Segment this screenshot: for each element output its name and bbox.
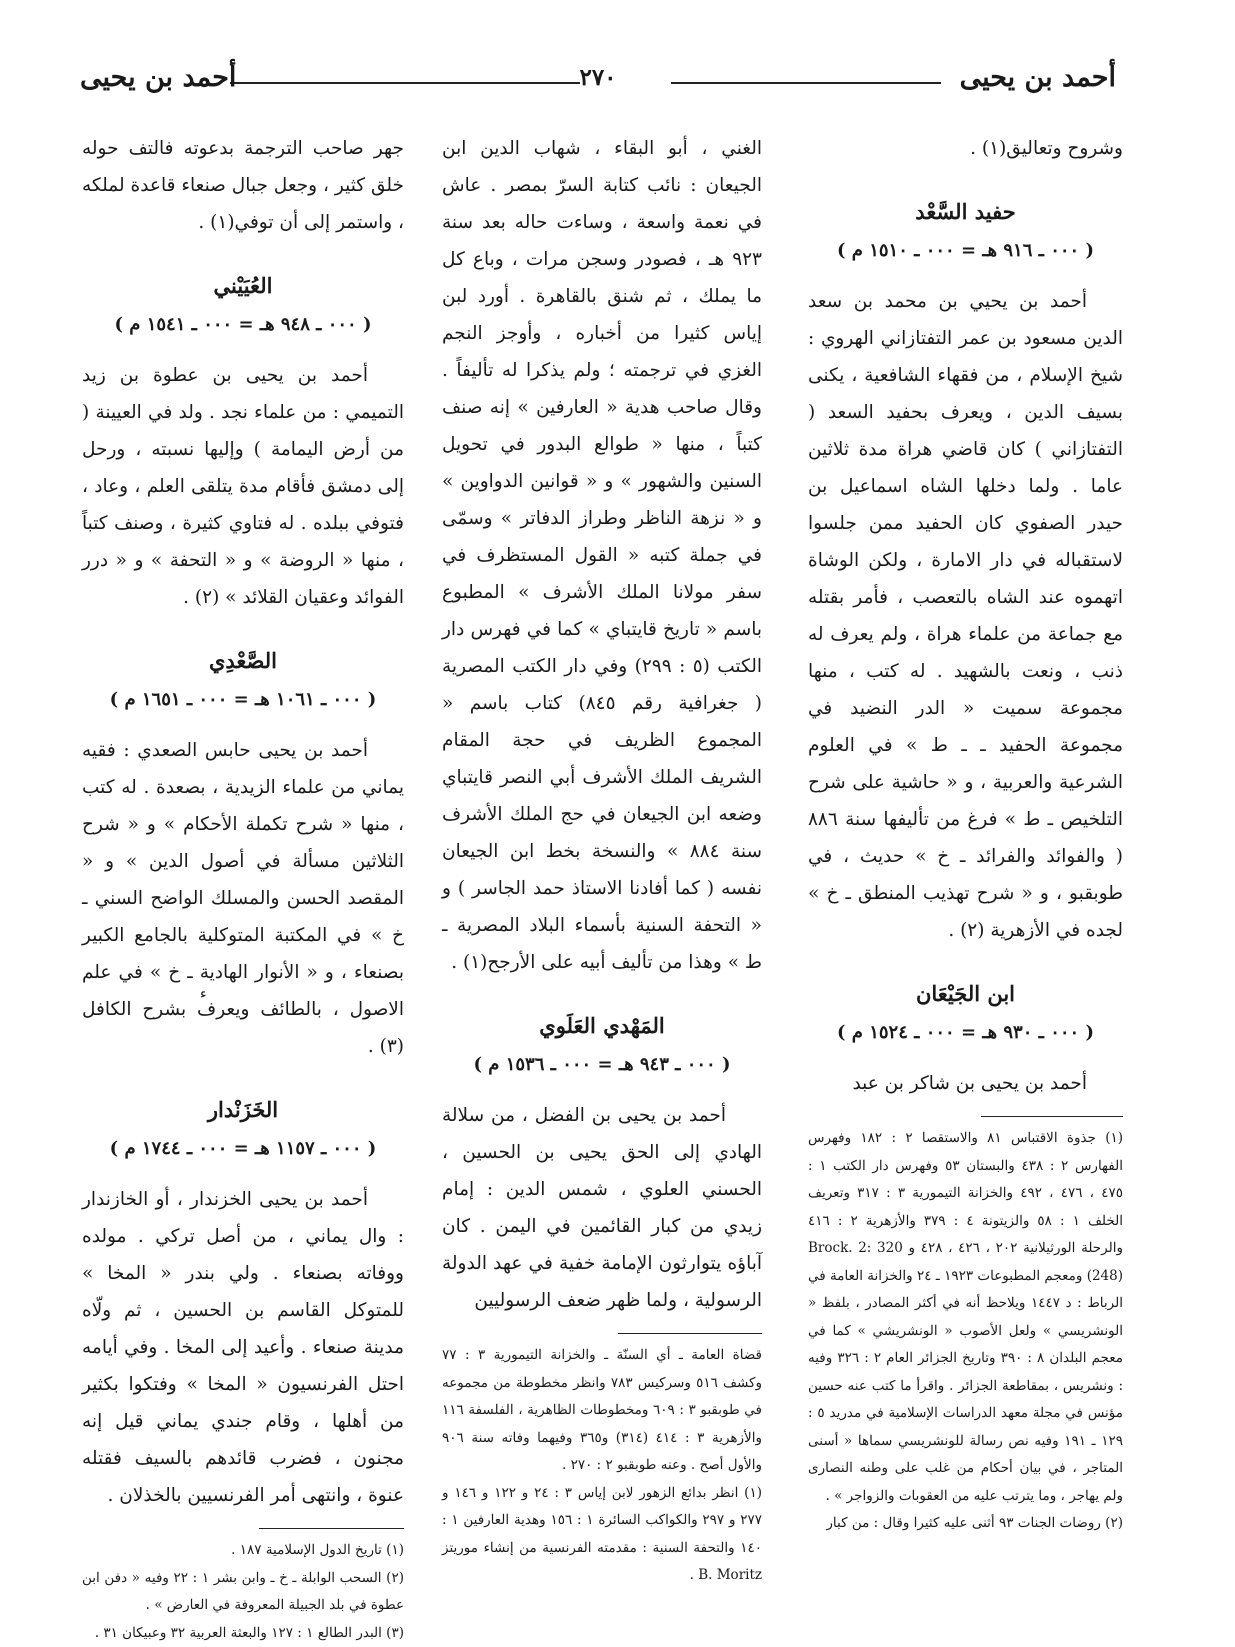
footnote: (١) جذوة الاقتباس ٨١ والاستقصا ٢ : ١٨٢ وفهرس الفهارس ٢ : ٤٣٨ والبستان ٥٣ وفهرس دار الكتب ١ : ٤٧٥ ، ٤٧٦ ، ٤٩٢ والخزانة التيمورية ٣ : ٣١٧ وتعريف الخلف ١ : ٥٨ والزيتونة ٤ : ٣٧٩ والأزهرية ٢ : ٤١٦ والرحلة الورثيلانية ٢٠٢ ، ٤٢٦ ، ٤٢٨ و Brock. 2: 320 (248) ومعجم المطبوعات ١٩٢٣ ـ ٢٤ والخزانة العامة في الرباط : د ١٤٤٧ ويلاحظ أنه في أكثر المصادر ، بلفظ « الونشريسي » ولعل الأصوب « الونشريشي » كما في معجم البلدان ٨ : ٣٩٠ وتاريخ الجزائر العام ٢ : ٣٢٦ وفيه : ونشريس ، بمقاطعة الجزائر . واقرأ ما كتب عنه حسين مؤنس في مجلة معهد الدراسات الإسلامية في مدريد ٥ : ١٢٩ ـ ١٩١ وفيه نص رسالة للونشريسي سماها « أسنى المتاجر ، في بيان أحكام من غلب على وطنه النصارى ولم يهاجر ، وما يترتب عليه من العقوبات والزواجر » . [808, 1125, 1123, 1510]
paragraph-continuation: جهر صاحب الترجمة بدعوته فالتف حوله خلق كثير ، وجعل جبال صنعاء قاعدة لملكه ، واستمر إلى أن توفي(١) . [82, 130, 404, 241]
column-left [82, 130, 404, 1647]
running-header [80, 62, 1116, 102]
footnote-separator [981, 1116, 1123, 1117]
entry-heading: المَهْدي العَلَوي [442, 1007, 762, 1044]
entry-body: أحمد بن يحيى الخزندار ، أو الخازندار : وال يماني ، من أصل تركي . مولده ووفاته بصنعاء . ولي بندر « المخا » للمتوكل القاسم بن الحسين ، ثم ولّاه مدينة صنعاء . وأعيد إلى المخا . وفي أيامه احتل الفرنسيون « المخا » وفتكوا بكثير من أهلها ، وقام جندي يماني قيل إنه مجنون ، فضرب قائدهم بالسيف فقتله عنوة ، وانتهى أمر الفرنسيين بالخذلان . [82, 1181, 404, 1514]
header-rule-left [230, 82, 580, 84]
header-title-left: أحمد بن يحيى [80, 62, 236, 93]
footnote: (٣) البدر الطالع ١ : ١٢٧ والبعثة العربية ٣٢ وعبيكان ٣١ . [82, 1620, 404, 1647]
footnote: (١) تاريخ الدول الإسلامية ١٨٧ . [82, 1537, 404, 1565]
paragraph-continuation: وشروح وتعاليق(١) . [808, 130, 1123, 167]
entry-heading: الصَّعْدِي [82, 642, 404, 679]
entry-heading: العُيَيْني [82, 267, 404, 304]
footnote-separator [618, 1333, 762, 1334]
entry-dates: ( ٠٠٠ ـ ٩١٦ هـ = ٠٠٠ ـ ١٥١٠ م ) [808, 232, 1123, 269]
entry-body: أحمد بن يحيى بن عطوة بن زيد التميمي : من علماء نجد . ولد في العيينة ( من أرض اليمامة ) وإليها نسبته ، ورحل إلى دمشق فأقام مدة يتلقى العلم ، وعاد ، فتوفي ببلده . له فتاوي كثيرة ، وصنف كتباً ، منها « الروضة » و « التحفة » و « درر الفوائد وعقيان القلائد » (٢) . [82, 357, 404, 616]
entry-dates: ( ٠٠٠ ـ ٩٤٨ هـ = ٠٠٠ ـ ١٥٤١ م ) [82, 306, 404, 343]
entry-dates: ( ٠٠٠ ـ ٩٣٠ هـ = ٠٠٠ ـ ١٥٢٤ م ) [808, 1014, 1123, 1051]
entry-dates: ( ٠٠٠ ـ ١٠٦١ هـ = ٠٠٠ ـ ١٦٥١ م ) [82, 681, 404, 718]
footnote: (١) انظر بدائع الزهور لابن إياس ٣ : ٢٤ و ١٢٢ و ١٤٦ و ٢٧٧ و ٢٩٧ والكواكب السائرة ١ : ١٥٦ وهدية العارفين ١ : ١٤٠ والتحفة السنية : مقدمته الفرنسية من إنشاء موريتز B. Moritz . [442, 1480, 762, 1590]
footnote-separator [259, 1528, 404, 1529]
entry-heading: الخَزَنْدار [82, 1091, 404, 1128]
entry-body: أحمد بن يحيى بن الفضل ، من سلالة الهادي إلى الحق يحيى بن الحسين ، الحسني العلوي ، شمس الدين : إمام زيدي من كبار القائمين في اليمن . كان آباؤه يتوارثون الإمامة خفية في عهد الدولة الرسولية ، ولما ظهر ضعف الرسوليين [442, 1097, 762, 1319]
page-number: ٢٧٠ [571, 64, 624, 91]
entry-heading: ابن الجَيْعَان [808, 975, 1123, 1012]
header-title-right: أحمد بن يحيى [960, 62, 1116, 93]
entry-heading: حفيد السَّعْد [808, 193, 1123, 230]
entry-body: أحمد بن يحيى حابس الصعدي : فقيه يماني من علماء الزيدية ، بصعدة . له كتب ، منها « شرح تكملة الأحكام » و « شرح الثلاثين مسألة في أصول الدين » و « المقصد الحسن والمسلك الواضح السني ـ خ » في المكتبة المتوكلية بالجامع الكبير بصنعاء ، و « الأنوار الهادية ـ خ » في علم الاصول ، بالطائف ويعرف بشرح الكافل (٣) . [82, 732, 404, 1065]
entry-dates: ( ٠٠٠ ـ ١١٥٧ هـ = ٠٠٠ ـ ١٧٤٤ م ) [82, 1130, 404, 1167]
footnote: (٢) روضات الجنات ٩٣ أثنى عليه كثيرا وقال : من كبار [808, 1510, 1123, 1538]
entry-body: أحمد بن يحيي بن محمد بن سعد الدين مسعود بن عمر التفتازاني الهروي : شيخ الإسلام ، من فقهاء الشافعية ، يكنى بسيف الدين ، ويعرف بحفيد السعد ( التفتازاني ) كان قاضي هراة مدة ثلاثين عاما . ولما دخلها الشاه اسماعيل بن حيدر الصفوي كان الحفيد ممن جلسوا لاستقباله في دار الامارة ، ولكن الوشاة اتهموه عند الشاه بالتعصب ، فأمر بقتله مع جماعة من علماء هراة ، ولم يعرف له ذنب ، ونعت بالشهيد . له كتب ، منها مجموعة سميت « الدر النضيد في مجموعة الحفيد ـ ـ ط » في العلوم الشرعية والعربية ، و « حاشية على شرح التلخيص ـ ط » فرغ من تأليفها سنة ٨٨٦ ( والفوائد والفرائد ـ خ » حديث ، في طوبقبو ، و « شرح تهذيب المنطق ـ خ » لجده في الأزهرية (٢) . [808, 283, 1123, 949]
footnote: قضاة العامة ـ أي السنّة ـ والخزانة التيمورية ٣ : ٧٧ وكشف ٥١٦ وسركيس ٧٨٣ وانظر مخطوطة من مجموعه في طوبقبو ٣ : ٦٠٩ ومخطوطات الظاهرية ، الفلسفة ١١٦ والأزهرية ٣ : ٤١٤ (٣١٤) و٣٦٥ وفيهما وفاته سنة ٩٠٦ والأول أصح . وعنه طوبقبو ٢ : ٢٧٠ . [442, 1342, 762, 1480]
header-rule-right [671, 82, 941, 84]
stray-mark: ء [200, 986, 207, 1002]
column-middle [442, 130, 762, 1590]
entry-body: أحمد بن يحيى بن شاكر بن عبد [808, 1065, 1123, 1102]
footnote: (٢) السحب الوابلة ـ خ ـ وابن بشر ١ : ٢٢ وفيه « دفن ابن عطوة في بلد الجبيلة المعروفة في العارض » . [82, 1565, 404, 1620]
paragraph-continuation: الغني ، أبو البقاء ، شهاب الدين ابن الجيعان : نائب كتابة السرّ بمصر . عاش في نعمة واسعة ، وساءت حاله بعد سنة ٩٢٣ هـ ، فصودر وسجن مرات ، وباع كل ما يملك ، ثم شنق بالقاهرة . أورد لبن إياس كثيرا من أخباره ، وأوجز النجم الغزي في ترجمته ؛ ولم يذكرا له تأليفاً . وقال صاحب هدية « العارفين » إنه صنف كتباً ، منها « طوالع البدور في تحويل السنين والشهور » و « قوانين الدواوين » و « نزهة الناظر وطراز الدفاتر » وسمّى في جملة كتبه « القول المستظرف في سفر مولانا الملك الأشرف » المطبوع باسم « تاريخ قايتباي » كما في فهرس دار الكتب (٥ : ٢٩٩) وفي دار الكتب المصرية ( جغرافية رقم ٨٤٥) كتاب باسم « المجموع الظريف في حجة المقام الشريف الملك الأشرف أبي النصر قايتباي وضعه ابن الجيعان في حج الملك الأشرف سنة ٨٨٤ » والنسخة بخط ابن الجيعان نفسه ( كما أفادنا الاستاذ حمد الجاسر ) و « التحفة السنية بأسماء البلاد المصرية ـ ط » وهذا من تأليف أبيه على الأرجح(١) . [442, 130, 762, 981]
entry-dates: ( ٠٠٠ ـ ٩٤٣ هـ = ٠٠٠ ـ ١٥٣٦ م ) [442, 1046, 762, 1083]
column-right [808, 130, 1123, 1538]
